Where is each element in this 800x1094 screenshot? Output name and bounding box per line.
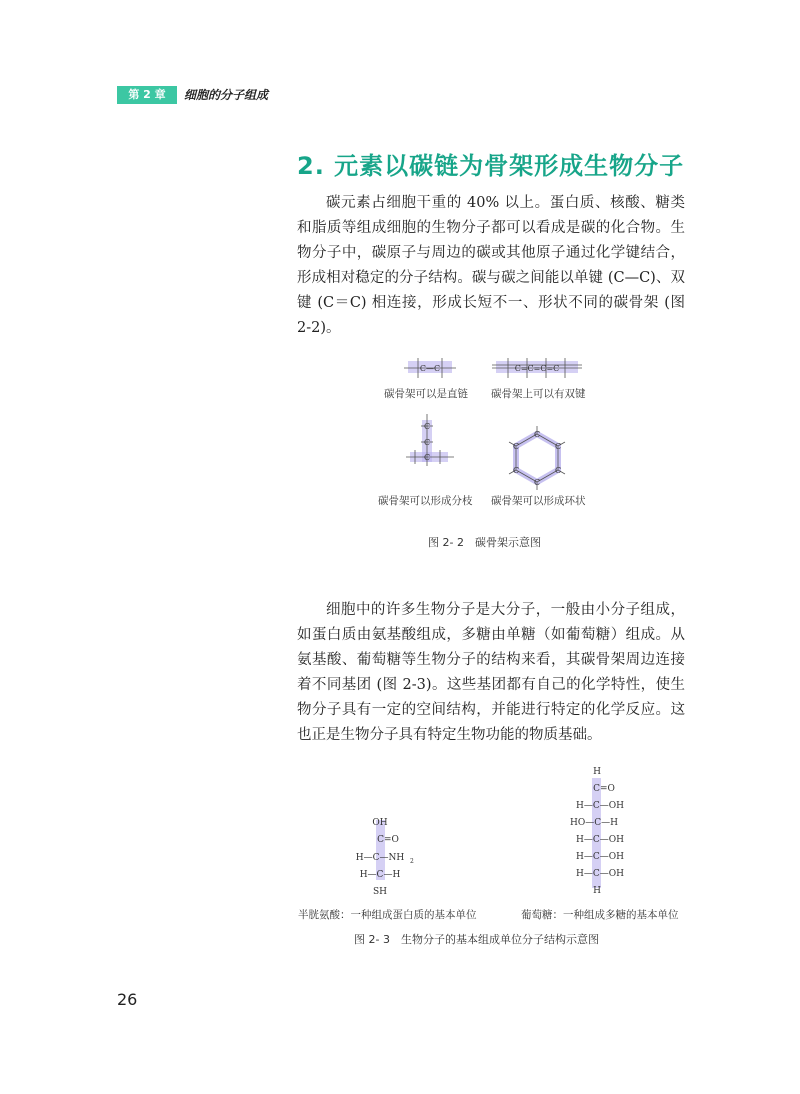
- ring-atom-top: C: [533, 430, 541, 439]
- chapter-tag: 第 2 章: [117, 86, 177, 104]
- glucose-row-2: C=O: [593, 784, 615, 794]
- paragraph-1: [297, 191, 685, 341]
- caption-ring: 碳骨架可以形成环状: [491, 495, 586, 507]
- straight-chain-diagram: [404, 358, 456, 378]
- glucose-row-7: H—C—OH: [576, 869, 624, 879]
- section-heading: 2. 元素以碳链为骨架形成生物分子: [297, 152, 685, 180]
- cysteine-row-3: H—C—NH: [355, 853, 405, 863]
- glucose-row-6: H—C—OH: [576, 852, 624, 862]
- cysteine-row-4: H—C—H: [359, 870, 401, 880]
- caption-double-bond: 碳骨架上可以有双键: [491, 388, 586, 400]
- double-bond-chain-text: C=C=C=C: [514, 364, 560, 373]
- caption-glucose: 葡萄糖：一种组成多糖的基本单位: [521, 909, 679, 921]
- caption-cysteine: 半胱氨酸：一种组成蛋白质的基本单位: [298, 909, 477, 921]
- figure-2-2-label: 图 2- 2 碳骨架示意图: [428, 536, 541, 549]
- caption-straight-chain: 碳骨架可以是直链: [384, 388, 468, 400]
- page-number: 26: [117, 990, 138, 1009]
- glucose-row-4: HO—C—H: [570, 818, 618, 828]
- glucose-row-5: H—C—OH: [576, 835, 624, 845]
- ring-diagram: [509, 426, 565, 490]
- cysteine-row-1: OH: [372, 818, 388, 828]
- paragraph-1-text: 碳元素占细胞干重的 40% 以上。蛋白质、核酸、糖类和脂质等组成细胞的生物分子都可以看成是碳的化合物。生物分子中，碳原子与周边的碳或其他原子通过化学键结合，形成相对稳定的分子结构。碳与碳之间能以单键 (C—C)、双键 (C＝C) 相连接，形成长短不一、形状不同的碳骨架 (图 2-2)。: [297, 195, 685, 336]
- ring-atom-bottom: C: [533, 478, 541, 487]
- paragraph-2: [297, 598, 685, 748]
- paragraph-2-text: 细胞中的许多生物分子是大分子，一般由小分子组成，如蛋白质由氨基酸组成，多糖由单糖（如葡萄糖）组成。从氨基酸、葡萄糖等生物分子的结构来看，其碳骨架周边连接着不同基团 (图 2-3)。这些基团都有自己的化学特性，使生物分子具有一定的空间结构，并能进行特定的化学反应。这也正是生物分子具有特定生物功能的物质基础。: [297, 602, 685, 743]
- straight-chain-text: C—C: [419, 364, 441, 373]
- ring-atom-tr: C: [554, 442, 562, 451]
- cysteine-row-2: C=O: [377, 835, 399, 845]
- figure-2-3-label: 图 2- 3 生物分子的基本组成单位分子结构示意图: [354, 933, 599, 946]
- branch-atom-1: C: [423, 422, 431, 431]
- chapter-title: 细胞的分子组成: [184, 88, 269, 102]
- branch-atom-3: C: [423, 453, 431, 462]
- branch-chain-diagram: [406, 414, 454, 466]
- caption-branch: 碳骨架可以形成分枝: [378, 495, 473, 507]
- ring-atom-tl: C: [512, 442, 520, 451]
- cysteine-row-5: SH: [372, 887, 388, 897]
- ring-atom-bl: C: [512, 466, 520, 475]
- cysteine-structure: [350, 810, 430, 900]
- branch-atom-2: C: [423, 438, 431, 447]
- glucose-row-8: H: [593, 886, 601, 896]
- glucose-row-3: H—C—OH: [576, 801, 624, 811]
- glucose-structure: [560, 762, 650, 902]
- double-bond-chain-diagram: [492, 358, 582, 378]
- glucose-row-1: H: [593, 767, 601, 777]
- cysteine-subscript: 2: [410, 858, 414, 865]
- ring-atom-br: C: [554, 466, 562, 475]
